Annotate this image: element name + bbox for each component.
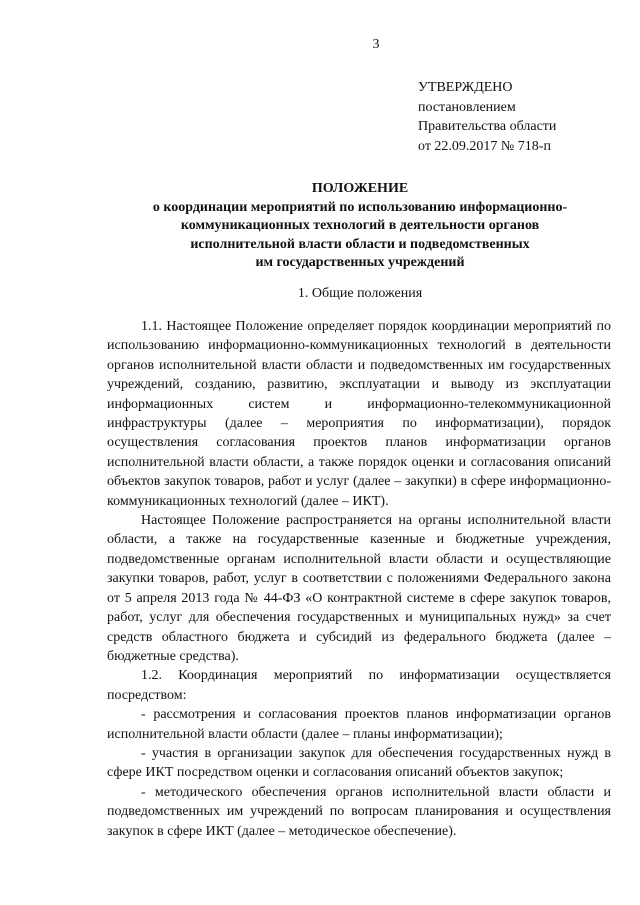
title-line-2: о координации мероприятий по использованию информационно-: [152, 199, 568, 215]
document-body: [107, 317, 611, 841]
title-line-3: коммуникационных технологий в деятельности органов: [180, 218, 540, 233]
approval-line-approved: УТВЕРЖДЕНО: [418, 80, 513, 95]
approval-stamp: [418, 78, 556, 156]
document-title: [100, 180, 620, 273]
list-item-plans-review: - рассмотрения и согласования проектов планов информатизации органов исполнительной власти области (далее – планы информатизации);: [107, 707, 611, 742]
approval-line-government: Правительства области: [418, 119, 557, 134]
paragraph-scope: Настоящее Положение распространяется на органы исполнительной власти области, а также на государственные казенные и бюджетные учреждения, подведомственные органам исполнительной власти области и осуществляющие закупки товаров, работ, услуг в соответствии с положениями Федерального закона от 5 апреля 2013 года № 44-ФЗ «О контрактной системе в сфере закупок товаров, работ, услуг для обеспечения государственных и муниципальных нужд» за счет средств областного бюджета и субсидий из федерального бюджета (далее – бюджетные средства).: [107, 513, 611, 664]
title-line-5: им государственных учреждений: [255, 255, 465, 270]
paragraph-1-2: 1.2. Координация мероприятий по информатизации осуществляется посредством:: [107, 668, 611, 703]
approval-line-date-number: от 22.09.2017 № 718-п: [418, 138, 551, 154]
list-item-procurement: - участия в организации закупок для обеспечения государственных нужд в сфере ИКТ посредством оценки и согласования описаний объектов закупок;: [107, 745, 611, 781]
paragraph-1-1: 1.1. Настоящее Положение определяет порядок координации мероприятий по использованию информационно-коммуникационных технологий в деятельности органов исполнительной власти области и подведомственных им государственных учреждений, созданию, развитию, эксплуатации и выводу из эксплуатации информационных систем и информационно-телекоммуникационной инфраструктуры (далее – мероприятия по информатизации), порядок осуществления согласования проектов планов информатизации органов исполнительной власти области, а также порядок оценки и согласования описаний объектов закупок товаров, работ и услуг (далее – закупки) в сфере информационно-коммуникационных технологий (далее – ИКТ).: [107, 319, 611, 509]
page-number: 3: [372, 37, 380, 52]
approval-line-decree: постановлением: [418, 99, 516, 115]
title-line-1: ПОЛОЖЕНИЕ: [311, 181, 409, 196]
list-item-methodical-support: - методического обеспечения органов исполнительной власти области и подведомственных им учреждений по вопросам планирования и осуществления закупок в сфере ИКТ (далее – методическое обеспечение).: [107, 784, 611, 839]
section-heading: 1. Общие положения: [297, 286, 423, 301]
title-line-4: исполнительной власти области и подведомственных: [190, 236, 530, 252]
